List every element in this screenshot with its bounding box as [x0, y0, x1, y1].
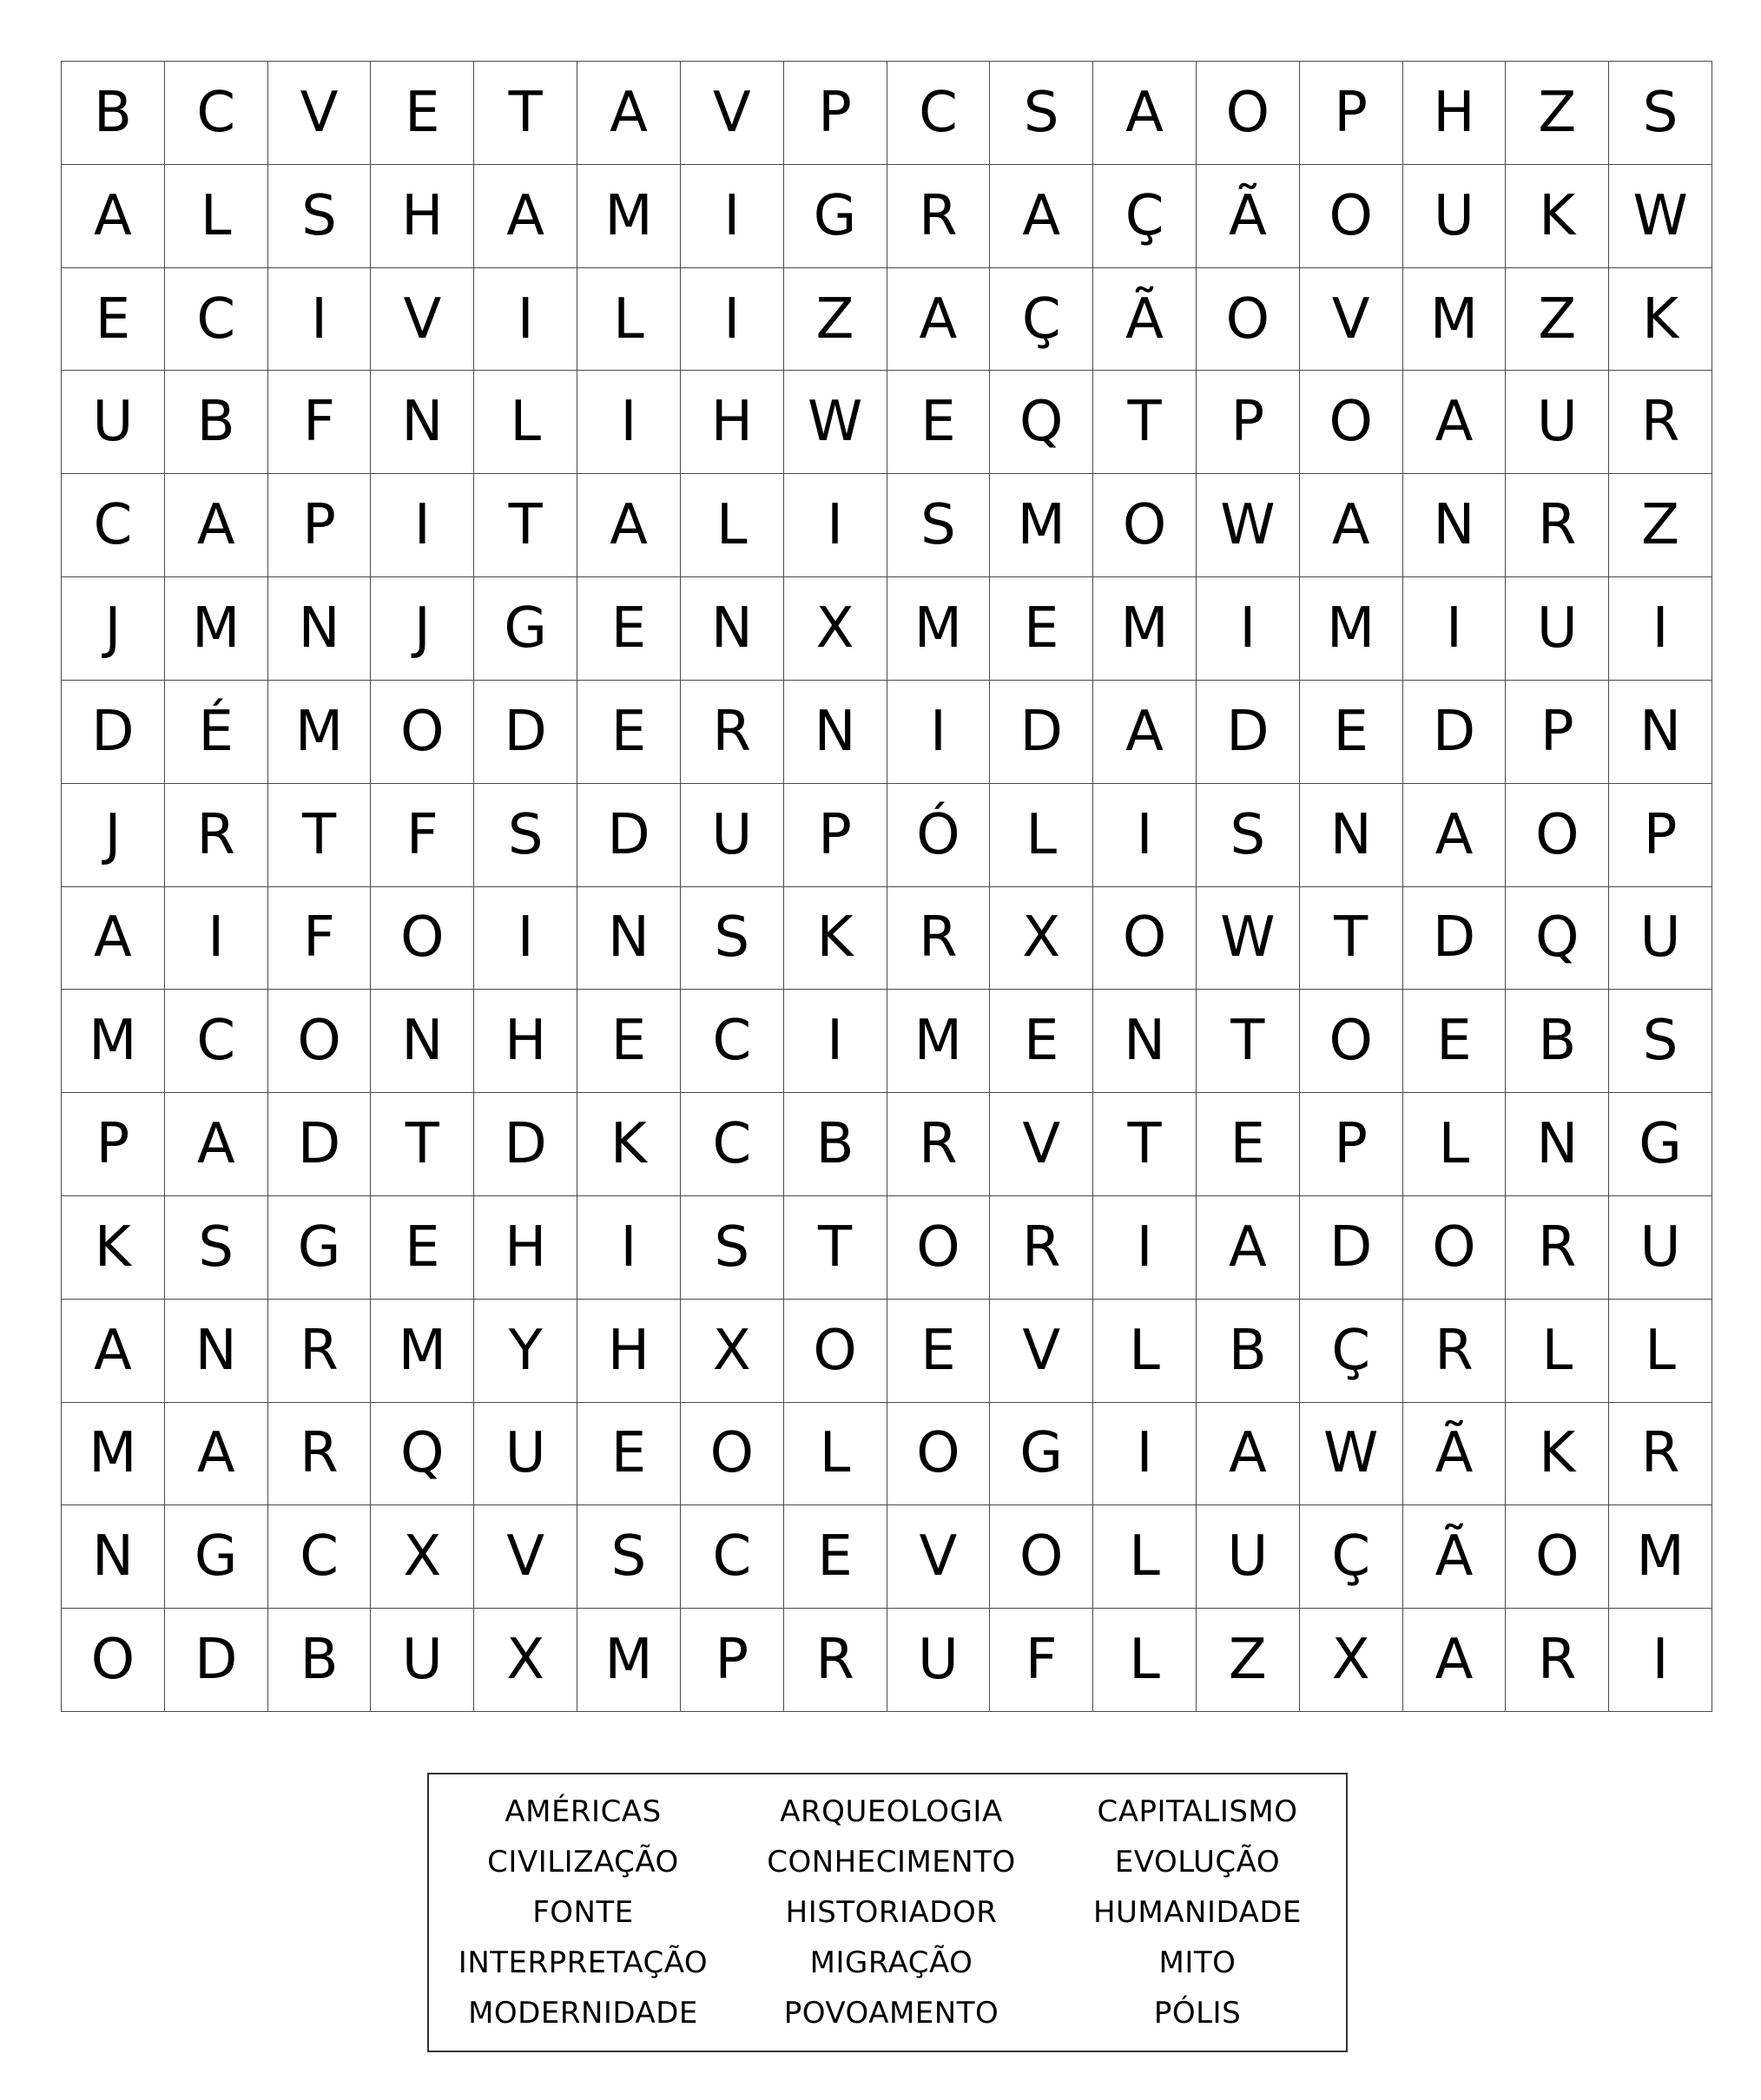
word-list-item: CONHECIMENTO: [767, 1845, 1016, 1879]
word-list-item: HUMANIDADE: [1092, 1895, 1302, 1930]
grid-cell[interactable]: K: [62, 1196, 165, 1300]
grid-cell[interactable]: Ã: [1403, 1505, 1507, 1609]
grid-cell[interactable]: C: [62, 474, 165, 577]
grid-cell[interactable]: E: [1403, 990, 1507, 1093]
grid-cell[interactable]: M: [577, 1609, 681, 1712]
grid-cell[interactable]: P: [1300, 1093, 1403, 1196]
grid-cell[interactable]: E: [577, 1403, 681, 1506]
grid-cell[interactable]: D: [62, 681, 165, 784]
grid-cell[interactable]: I: [1093, 784, 1197, 887]
grid-cell[interactable]: A: [165, 1403, 268, 1506]
grid-cell[interactable]: U: [62, 371, 165, 474]
grid-cell[interactable]: M: [887, 577, 991, 681]
grid-cell[interactable]: I: [1609, 577, 1712, 681]
grid-cell[interactable]: E: [577, 577, 681, 681]
grid-cell[interactable]: W: [1609, 165, 1712, 268]
grid-cell[interactable]: Z: [1609, 474, 1712, 577]
grid-cell[interactable]: O: [990, 1505, 1093, 1609]
grid-cell[interactable]: I: [1197, 577, 1300, 681]
grid-cell[interactable]: U: [1506, 577, 1609, 681]
word-list-item: HISTORIADOR: [785, 1895, 998, 1930]
grid-cell[interactable]: E: [371, 62, 474, 165]
grid-cell[interactable]: O: [1197, 62, 1300, 165]
grid-cell[interactable]: A: [165, 474, 268, 577]
word-list-item: AMÉRICAS: [505, 1794, 662, 1829]
grid-cell[interactable]: Q: [371, 1403, 474, 1506]
grid-cell[interactable]: I: [887, 681, 991, 784]
grid-cell[interactable]: L: [681, 474, 784, 577]
grid-cell[interactable]: W: [784, 371, 887, 474]
grid-cell[interactable]: G: [268, 1196, 372, 1300]
grid-cell[interactable]: G: [990, 1403, 1093, 1506]
grid-cell[interactable]: S: [165, 1196, 268, 1300]
grid-cell[interactable]: S: [681, 887, 784, 991]
grid-cell[interactable]: A: [62, 165, 165, 268]
grid-cell[interactable]: E: [784, 1505, 887, 1609]
grid-cell[interactable]: C: [165, 268, 268, 372]
grid-cell[interactable]: P: [1197, 371, 1300, 474]
grid-cell[interactable]: S: [577, 1505, 681, 1609]
grid-cell[interactable]: H: [577, 1300, 681, 1403]
word-list-item: ARQUEOLOGIA: [780, 1794, 1003, 1829]
grid-cell[interactable]: E: [990, 990, 1093, 1093]
grid-cell[interactable]: L: [165, 165, 268, 268]
grid-cell[interactable]: E: [577, 681, 681, 784]
grid-cell[interactable]: A: [1197, 1403, 1300, 1506]
grid-cell[interactable]: N: [371, 990, 474, 1093]
grid-cell[interactable]: J: [371, 577, 474, 681]
grid-cell[interactable]: V: [990, 1093, 1093, 1196]
grid-cell[interactable]: C: [681, 1505, 784, 1609]
grid-cell[interactable]: O: [1197, 268, 1300, 372]
grid-cell[interactable]: A: [887, 268, 991, 372]
grid-cell[interactable]: S: [1197, 784, 1300, 887]
grid-cell[interactable]: P: [1506, 681, 1609, 784]
grid-cell[interactable]: O: [887, 1196, 991, 1300]
grid-cell[interactable]: V: [681, 62, 784, 165]
grid-cell[interactable]: M: [577, 165, 681, 268]
grid-cell[interactable]: T: [474, 62, 577, 165]
grid-cell[interactable]: N: [1506, 1093, 1609, 1196]
grid-cell[interactable]: U: [371, 1609, 474, 1712]
grid-cell[interactable]: E: [887, 371, 991, 474]
grid-cell[interactable]: E: [1300, 681, 1403, 784]
grid-cell[interactable]: T: [1093, 371, 1197, 474]
grid-cell[interactable]: R: [887, 165, 991, 268]
grid-cell[interactable]: W: [1197, 474, 1300, 577]
grid-cell[interactable]: E: [990, 577, 1093, 681]
grid-cell[interactable]: L: [1506, 1300, 1609, 1403]
grid-cell[interactable]: N: [681, 577, 784, 681]
grid-cell[interactable]: O: [1300, 990, 1403, 1093]
grid-cell[interactable]: S: [1609, 62, 1712, 165]
grid-cell[interactable]: L: [577, 268, 681, 372]
grid-cell[interactable]: R: [990, 1196, 1093, 1300]
grid-cell[interactable]: G: [1609, 1093, 1712, 1196]
grid-cell[interactable]: S: [1609, 990, 1712, 1093]
grid-cell[interactable]: O: [1093, 887, 1197, 991]
grid-cell[interactable]: B: [1197, 1300, 1300, 1403]
grid-cell[interactable]: D: [165, 1609, 268, 1712]
grid-cell[interactable]: F: [990, 1609, 1093, 1712]
grid-cell[interactable]: H: [371, 165, 474, 268]
grid-cell[interactable]: K: [784, 887, 887, 991]
grid-cell[interactable]: V: [990, 1300, 1093, 1403]
grid-cell[interactable]: C: [887, 62, 991, 165]
grid-cell[interactable]: J: [62, 577, 165, 681]
grid-cell[interactable]: L: [474, 371, 577, 474]
grid-cell[interactable]: G: [474, 577, 577, 681]
letter-grid: [61, 61, 1712, 1712]
grid-cell[interactable]: D: [1403, 887, 1507, 991]
grid-cell[interactable]: M: [62, 1403, 165, 1506]
grid-cell[interactable]: T: [784, 1196, 887, 1300]
grid-cell[interactable]: A: [165, 1093, 268, 1196]
word-list-item: POVOAMENTO: [783, 1996, 999, 2031]
grid-cell[interactable]: R: [268, 1403, 372, 1506]
grid-cell[interactable]: L: [990, 784, 1093, 887]
grid-cell[interactable]: O: [887, 1403, 991, 1506]
grid-cell[interactable]: T: [1197, 990, 1300, 1093]
grid-cell[interactable]: I: [1403, 577, 1507, 681]
grid-cell[interactable]: R: [1609, 1403, 1712, 1506]
grid-cell[interactable]: E: [62, 268, 165, 372]
grid-cell[interactable]: V: [474, 1505, 577, 1609]
grid-cell[interactable]: M: [887, 990, 991, 1093]
grid-cell[interactable]: O: [1300, 371, 1403, 474]
grid-cell[interactable]: Z: [1506, 62, 1609, 165]
grid-cell[interactable]: I: [474, 887, 577, 991]
grid-cell[interactable]: D: [268, 1093, 372, 1196]
grid-cell[interactable]: N: [1403, 474, 1507, 577]
grid-cell[interactable]: R: [887, 887, 991, 991]
grid-cell[interactable]: A: [1093, 681, 1197, 784]
grid-cell[interactable]: O: [1093, 474, 1197, 577]
grid-cell[interactable]: P: [268, 474, 372, 577]
grid-cell[interactable]: B: [62, 62, 165, 165]
grid-cell[interactable]: O: [681, 1403, 784, 1506]
grid-cell[interactable]: O: [1506, 1505, 1609, 1609]
grid-cell[interactable]: Ç: [1300, 1505, 1403, 1609]
grid-cell[interactable]: M: [165, 577, 268, 681]
grid-cell[interactable]: J: [62, 784, 165, 887]
grid-cell[interactable]: L: [1093, 1300, 1197, 1403]
grid-cell[interactable]: M: [371, 1300, 474, 1403]
grid-cell[interactable]: E: [887, 1300, 991, 1403]
grid-cell[interactable]: E: [1197, 1093, 1300, 1196]
grid-cell[interactable]: F: [268, 887, 372, 991]
grid-cell[interactable]: I: [577, 1196, 681, 1300]
grid-cell[interactable]: P: [1300, 62, 1403, 165]
grid-cell[interactable]: Z: [784, 268, 887, 372]
grid-cell[interactable]: A: [474, 165, 577, 268]
grid-cell[interactable]: H: [474, 990, 577, 1093]
grid-cell[interactable]: A: [1403, 371, 1507, 474]
grid-cell[interactable]: N: [1300, 784, 1403, 887]
grid-cell[interactable]: A: [62, 887, 165, 991]
grid-cell[interactable]: A: [1403, 1609, 1507, 1712]
word-list-item: INTERPRETAÇÃO: [458, 1945, 709, 1980]
grid-cell[interactable]: M: [990, 474, 1093, 577]
grid-cell[interactable]: I: [1609, 1609, 1712, 1712]
grid-cell[interactable]: U: [887, 1609, 991, 1712]
grid-cell[interactable]: R: [681, 681, 784, 784]
grid-cell[interactable]: X: [1300, 1609, 1403, 1712]
grid-cell[interactable]: H: [474, 1196, 577, 1300]
grid-cell[interactable]: U: [1506, 371, 1609, 474]
grid-cell[interactable]: W: [1197, 887, 1300, 991]
grid-cell[interactable]: O: [371, 887, 474, 991]
grid-cell[interactable]: R: [784, 1609, 887, 1712]
grid-cell[interactable]: K: [1506, 165, 1609, 268]
grid-cell[interactable]: V: [887, 1505, 991, 1609]
grid-cell[interactable]: R: [1609, 371, 1712, 474]
grid-cell[interactable]: B: [1506, 990, 1609, 1093]
grid-cell[interactable]: P: [784, 62, 887, 165]
grid-cell[interactable]: D: [474, 681, 577, 784]
grid-cell[interactable]: L: [1609, 1300, 1712, 1403]
grid-cell[interactable]: O: [784, 1300, 887, 1403]
word-list-item: MITO: [1158, 1945, 1237, 1980]
grid-cell[interactable]: A: [990, 165, 1093, 268]
grid-cell[interactable]: U: [681, 784, 784, 887]
word-list-item: EVOLUÇÃO: [1114, 1845, 1281, 1879]
word-list-item: CIVILIZAÇÃO: [487, 1845, 679, 1879]
grid-cell[interactable]: G: [165, 1505, 268, 1609]
grid-cell[interactable]: N: [165, 1300, 268, 1403]
grid-cell[interactable]: O: [1506, 784, 1609, 887]
grid-cell[interactable]: N: [1093, 990, 1197, 1093]
grid-cell[interactable]: T: [1300, 887, 1403, 991]
grid-cell[interactable]: X: [371, 1505, 474, 1609]
grid-cell[interactable]: H: [1403, 62, 1507, 165]
grid-cell[interactable]: C: [165, 990, 268, 1093]
grid-cell[interactable]: Ã: [1093, 268, 1197, 372]
grid-cell[interactable]: P: [681, 1609, 784, 1712]
grid-cell[interactable]: E: [577, 990, 681, 1093]
grid-cell[interactable]: N: [1609, 681, 1712, 784]
grid-cell[interactable]: I: [1093, 1196, 1197, 1300]
grid-cell[interactable]: Ç: [1093, 165, 1197, 268]
grid-cell[interactable]: V: [371, 268, 474, 372]
grid-cell[interactable]: Y: [474, 1300, 577, 1403]
grid-cell[interactable]: M: [1403, 268, 1507, 372]
grid-cell[interactable]: Q: [1506, 887, 1609, 991]
word-list: [429, 1787, 1346, 2038]
grid-cell[interactable]: U: [1197, 1505, 1300, 1609]
grid-cell[interactable]: C: [165, 62, 268, 165]
grid-cell[interactable]: T: [268, 784, 372, 887]
word-list-item: PÓLIS: [1153, 1996, 1242, 2031]
grid-cell[interactable]: O: [1300, 165, 1403, 268]
grid-cell[interactable]: O: [268, 990, 372, 1093]
grid-cell[interactable]: S: [990, 62, 1093, 165]
grid-cell[interactable]: O: [371, 681, 474, 784]
grid-cell[interactable]: U: [1403, 165, 1507, 268]
grid-cell[interactable]: C: [681, 990, 784, 1093]
grid-cell[interactable]: R: [887, 1093, 991, 1196]
grid-cell[interactable]: P: [62, 1093, 165, 1196]
grid-cell[interactable]: U: [474, 1403, 577, 1506]
grid-cell[interactable]: Z: [1197, 1609, 1300, 1712]
grid-cell[interactable]: V: [268, 62, 372, 165]
grid-cell[interactable]: A: [577, 62, 681, 165]
grid-cell[interactable]: K: [1609, 268, 1712, 372]
grid-cell[interactable]: S: [474, 784, 577, 887]
grid-cell[interactable]: B: [268, 1609, 372, 1712]
grid-cell[interactable]: K: [577, 1093, 681, 1196]
grid-cell[interactable]: A: [1403, 784, 1507, 887]
grid-cell[interactable]: I: [165, 887, 268, 991]
grid-cell[interactable]: A: [577, 474, 681, 577]
grid-cell[interactable]: O: [62, 1609, 165, 1712]
grid-cell[interactable]: B: [165, 371, 268, 474]
grid-cell[interactable]: I: [1093, 1403, 1197, 1506]
grid-cell[interactable]: D: [1403, 681, 1507, 784]
grid-cell[interactable]: N: [577, 887, 681, 991]
grid-cell[interactable]: A: [1093, 62, 1197, 165]
grid-cell[interactable]: I: [681, 165, 784, 268]
grid-cell[interactable]: Ã: [1403, 1403, 1507, 1506]
grid-cell[interactable]: I: [474, 268, 577, 372]
grid-cell[interactable]: M: [62, 990, 165, 1093]
word-list-item: CAPITALISMO: [1097, 1794, 1298, 1829]
grid-cell[interactable]: R: [1403, 1300, 1507, 1403]
grid-cell[interactable]: G: [784, 165, 887, 268]
grid-cell[interactable]: Ç: [990, 268, 1093, 372]
grid-cell[interactable]: D: [1197, 681, 1300, 784]
word-list-item: FONTE: [532, 1895, 634, 1930]
grid-cell[interactable]: T: [1093, 1093, 1197, 1196]
grid-cell[interactable]: Q: [990, 371, 1093, 474]
grid-cell[interactable]: M: [1300, 577, 1403, 681]
grid-cell[interactable]: F: [268, 371, 372, 474]
grid-cell[interactable]: Ã: [1197, 165, 1300, 268]
grid-cell[interactable]: Ó: [887, 784, 991, 887]
grid-cell[interactable]: I: [784, 990, 887, 1093]
grid-cell[interactable]: K: [1506, 1403, 1609, 1506]
grid-cell[interactable]: D: [990, 681, 1093, 784]
grid-cell[interactable]: I: [371, 474, 474, 577]
grid-cell[interactable]: L: [1093, 1505, 1197, 1609]
grid-cell[interactable]: É: [165, 681, 268, 784]
grid-cell[interactable]: L: [1093, 1609, 1197, 1712]
grid-cell[interactable]: I: [681, 268, 784, 372]
grid-cell[interactable]: D: [1300, 1196, 1403, 1300]
grid-cell[interactable]: R: [1506, 474, 1609, 577]
word-list-box: [427, 1773, 1348, 2052]
grid-cell[interactable]: S: [887, 474, 991, 577]
grid-cell[interactable]: Ç: [1300, 1300, 1403, 1403]
grid-cell[interactable]: I: [577, 371, 681, 474]
grid-cell[interactable]: M: [1609, 1505, 1712, 1609]
grid-cell[interactable]: R: [1506, 1609, 1609, 1712]
grid-cell[interactable]: Z: [1506, 268, 1609, 372]
grid-cell[interactable]: N: [784, 681, 887, 784]
grid-cell[interactable]: N: [268, 577, 372, 681]
grid-cell[interactable]: N: [62, 1505, 165, 1609]
grid-cell[interactable]: E: [371, 1196, 474, 1300]
word-list-item: MODERNIDADE: [468, 1996, 698, 2031]
grid-cell[interactable]: W: [1300, 1403, 1403, 1506]
grid-cell[interactable]: C: [681, 1093, 784, 1196]
grid-cell[interactable]: F: [371, 784, 474, 887]
grid-cell[interactable]: A: [1300, 474, 1403, 577]
grid-cell[interactable]: D: [577, 784, 681, 887]
grid-cell[interactable]: O: [1403, 1196, 1507, 1300]
grid-cell[interactable]: C: [268, 1505, 372, 1609]
word-list-item: MIGRAÇÃO: [809, 1945, 973, 1980]
grid-cell[interactable]: U: [1609, 1196, 1712, 1300]
grid-cell[interactable]: V: [1300, 268, 1403, 372]
grid-cell[interactable]: M: [268, 681, 372, 784]
grid-cell[interactable]: X: [681, 1300, 784, 1403]
grid-cell[interactable]: S: [681, 1196, 784, 1300]
grid-cell[interactable]: S: [268, 165, 372, 268]
grid-cell[interactable]: N: [371, 371, 474, 474]
grid-cell[interactable]: D: [474, 1093, 577, 1196]
grid-cell[interactable]: P: [1609, 784, 1712, 887]
grid-cell[interactable]: B: [784, 1093, 887, 1196]
grid-cell[interactable]: H: [681, 371, 784, 474]
grid-cell[interactable]: R: [1506, 1196, 1609, 1300]
grid-cell[interactable]: L: [784, 1403, 887, 1506]
grid-cell[interactable]: M: [1093, 577, 1197, 681]
grid-cell[interactable]: P: [784, 784, 887, 887]
grid-cell[interactable]: X: [990, 887, 1093, 991]
grid-cell[interactable]: R: [165, 784, 268, 887]
grid-cell[interactable]: I: [784, 474, 887, 577]
grid-cell[interactable]: I: [268, 268, 372, 372]
grid-cell[interactable]: X: [784, 577, 887, 681]
grid-cell[interactable]: T: [371, 1093, 474, 1196]
grid-cell[interactable]: T: [474, 474, 577, 577]
grid-cell[interactable]: L: [1403, 1093, 1507, 1196]
grid-cell[interactable]: R: [268, 1300, 372, 1403]
grid-cell[interactable]: X: [474, 1609, 577, 1712]
grid-cell[interactable]: A: [62, 1300, 165, 1403]
grid-cell[interactable]: A: [1197, 1196, 1300, 1300]
grid-cell[interactable]: U: [1609, 887, 1712, 991]
